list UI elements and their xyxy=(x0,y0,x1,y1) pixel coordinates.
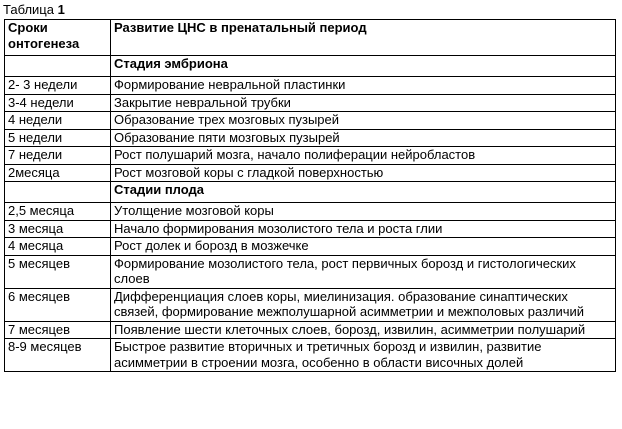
table-row xyxy=(5,220,616,238)
row-event: Начало формирования мозолистого тела и роста глии xyxy=(111,220,616,238)
caption-label: Таблица xyxy=(3,2,54,17)
stage-empty-cell xyxy=(5,56,111,77)
row-term: 4 недели xyxy=(5,112,111,130)
row-term: 5 месяцев xyxy=(5,255,111,288)
row-term: 2- 3 недели xyxy=(5,77,111,95)
row-event: Формирование мозолистого тела, рост первичных борозд и гистологических слоев xyxy=(111,255,616,288)
row-term: 7 недели xyxy=(5,147,111,165)
table-row xyxy=(5,203,616,221)
table-row xyxy=(5,77,616,95)
row-event: Образование трех мозговых пузырей xyxy=(111,112,616,130)
table-row xyxy=(5,255,616,288)
row-event: Формирование невральной пластинки xyxy=(111,77,616,95)
header-term: Сроки онтогенеза xyxy=(5,20,111,56)
stage-row-fetal xyxy=(5,182,616,203)
row-term: 3 месяца xyxy=(5,220,111,238)
row-term: 4 месяца xyxy=(5,238,111,256)
table-row xyxy=(5,288,616,321)
row-event: Образование пяти мозговых пузырей xyxy=(111,129,616,147)
header-row xyxy=(5,20,616,56)
row-event: Появление шести клеточных слоев, борозд, извилин, асимметрии полушарий xyxy=(111,321,616,339)
row-event: Быстрое развитие вторичных и третичных борозд и извилин, развитие асимметрии в строении мозга, особенно в области височных долей xyxy=(111,339,616,372)
stage-row-embryo xyxy=(5,56,616,77)
row-term: 5 недели xyxy=(5,129,111,147)
table-row xyxy=(5,321,616,339)
development-table xyxy=(4,19,616,372)
row-event: Утолщение мозговой коры xyxy=(111,203,616,221)
row-term: 8-9 месяцев xyxy=(5,339,111,372)
stage-empty-cell xyxy=(5,182,111,203)
header-development: Развитие ЦНС в пренатальный период xyxy=(111,20,616,56)
stage-title-fetal: Стадии плода xyxy=(111,182,616,203)
table-row xyxy=(5,129,616,147)
row-event: Рост мозговой коры с гладкой поверхностью xyxy=(111,164,616,182)
row-term: 7 месяцев xyxy=(5,321,111,339)
table-row xyxy=(5,112,616,130)
table-row xyxy=(5,339,616,372)
caption-number: 1 xyxy=(57,2,65,17)
table-row xyxy=(5,238,616,256)
row-event: Закрытие невральной трубки xyxy=(111,94,616,112)
row-event: Рост полушарий мозга, начало полиферации нейробластов xyxy=(111,147,616,165)
row-event: Дифференциация слоев коры, миелинизация. образование синаптических связей, формирование межполушарной асимметрии и межполовых различий xyxy=(111,288,616,321)
stage-title-embryo: Стадия эмбриона xyxy=(111,56,616,77)
row-term: 2,5 месяца xyxy=(5,203,111,221)
table-row xyxy=(5,94,616,112)
table-row xyxy=(5,164,616,182)
row-term: 6 месяцев xyxy=(5,288,111,321)
row-term: 3-4 недели xyxy=(5,94,111,112)
table-row xyxy=(5,147,616,165)
table-caption xyxy=(3,2,65,18)
row-event: Рост долек и борозд в мозжечке xyxy=(111,238,616,256)
row-term: 2месяца xyxy=(5,164,111,182)
